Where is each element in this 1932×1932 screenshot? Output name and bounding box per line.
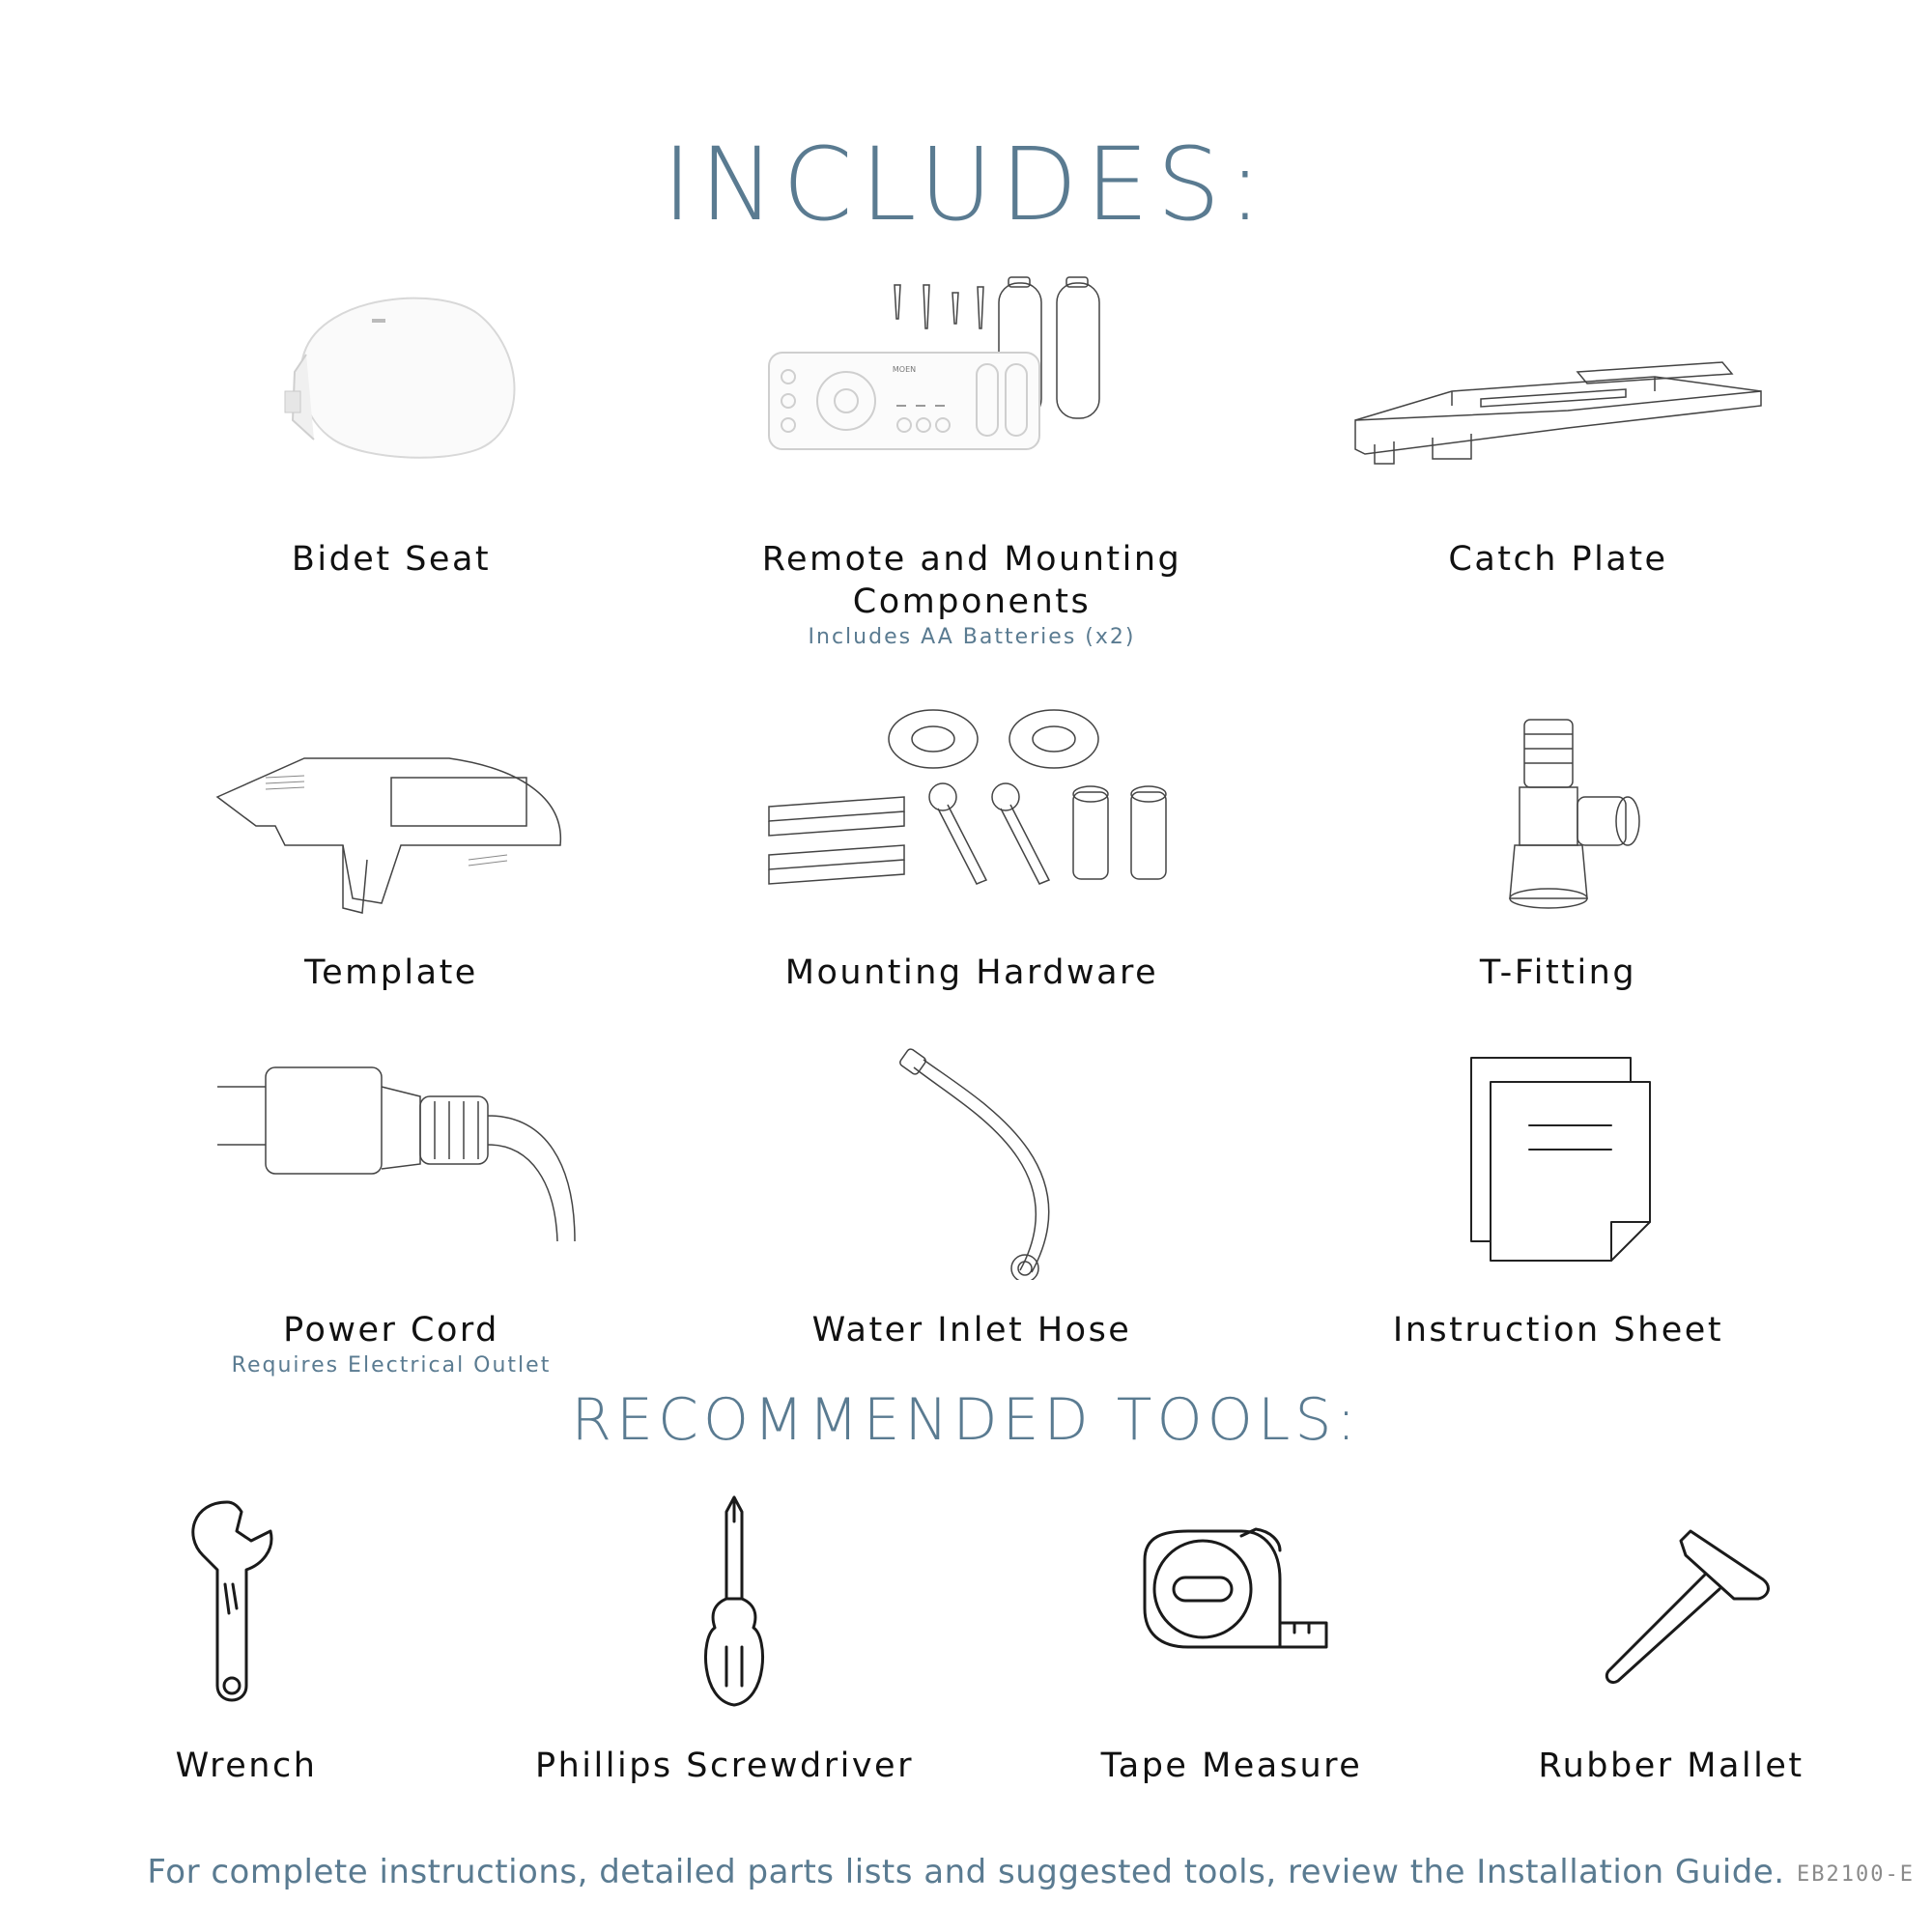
remote-icon [759,275,1184,469]
document-code: EB2100-E [1797,1862,1915,1887]
item-label: Bidet Seat [291,540,492,579]
wrench-icon [169,1492,285,1715]
item-remote [701,275,1242,649]
item-note: Requires Electrical Outlet [231,1353,552,1378]
item-label: Catch Plate [1448,540,1668,579]
tool-label: Tape Measure [1100,1747,1363,1785]
item-mounting-hardware [701,700,1242,994]
item-note: Includes AA Batteries (x2) [808,625,1136,649]
item-label: Template [304,953,478,992]
tape-measure-icon [1135,1521,1328,1686]
mallet-icon [1589,1521,1782,1695]
includes-title: INCLUDES: [662,126,1270,243]
item-label: Power Cord [283,1311,499,1350]
item-instruction-sheet [1288,1048,1829,1351]
remote-brand: MOEN [892,365,917,374]
item-template [121,700,662,994]
tool-label: Phillips Screwdriver [535,1747,914,1785]
power-cord-icon [198,1048,584,1261]
item-power-cord [121,1048,662,1378]
tool-mallet [1589,1521,1782,1699]
item-label: Mounting Hardware [784,953,1159,992]
bidet-seat-icon [246,275,536,469]
item-label: T-Fitting [1479,953,1637,992]
water-hose-icon [827,1048,1117,1280]
tools-title: RECOMMENDED TOOLS: [571,1386,1361,1454]
item-catch-plate [1288,275,1829,581]
tool-screwdriver [676,1492,792,1719]
item-bidet-seat [121,275,662,581]
template-icon [198,700,584,923]
item-t-fitting [1288,700,1829,994]
tool-label: Wrench [175,1747,318,1785]
tool-wrench [169,1492,362,1719]
item-water-hose [701,1048,1242,1351]
footer-note: For complete instructions, detailed parts lists and suggested tools, review the Installation Guide. [147,1853,1785,1891]
t-fitting-icon [1462,700,1655,923]
item-label: Remote and Mounting Components [761,540,1182,621]
catch-plate-icon [1336,275,1780,469]
item-label: Water Inlet Hose [811,1311,1132,1350]
mounting-hardware-icon [750,700,1194,923]
instruction-sheet-icon [1462,1048,1655,1280]
tool-tape-measure [1135,1521,1328,1690]
screwdriver-icon [676,1492,792,1715]
item-label: Instruction Sheet [1392,1311,1724,1350]
tool-label: Rubber Mallet [1538,1747,1804,1785]
